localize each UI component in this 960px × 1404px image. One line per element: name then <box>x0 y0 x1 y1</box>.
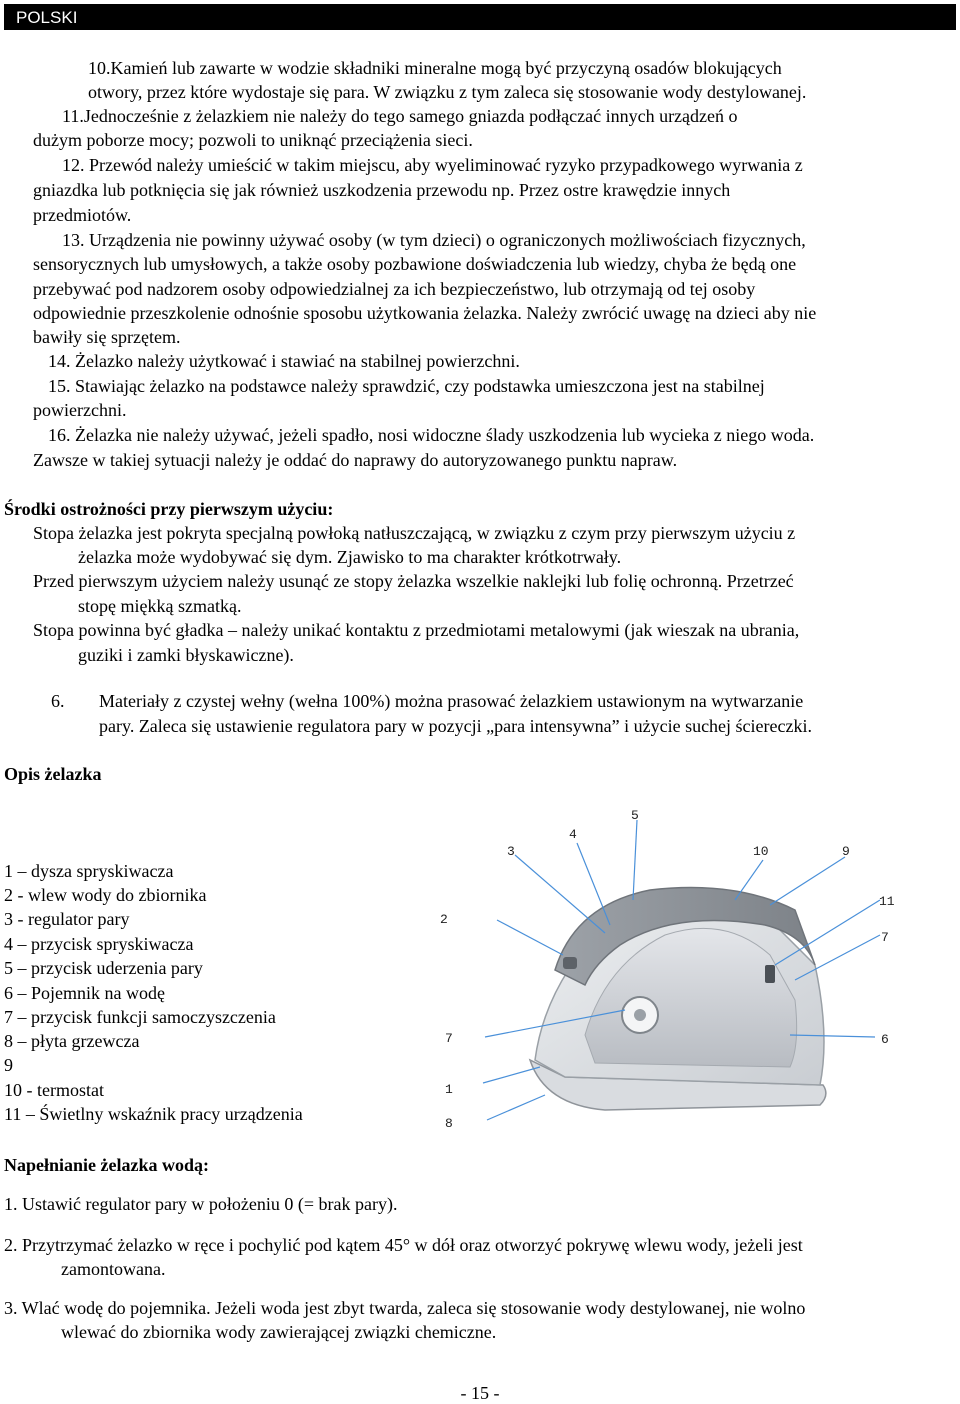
part-item: 4 – przycisk spryskiwacza <box>4 934 194 954</box>
diagram-label: 5 <box>631 808 639 823</box>
filling-step: 1. Ustawić regulator pary w położeniu 0 (= brak pary). <box>4 1194 398 1214</box>
filling-step-cont: zamontowana. <box>61 1259 166 1279</box>
safety-line: 10.Kamień lub zawarte w wodzie składniki mineralne mogą być przyczyną osadów blokujących <box>88 58 782 78</box>
diagram-label: 3 <box>507 844 515 859</box>
first-use-line: guziki i zamki błyskawiczne). <box>78 645 294 665</box>
safety-line: 12. Przewód należy umieścić w takim miejscu, aby wyeliminować ryzyko przypadkowego wyrwania z <box>62 155 803 175</box>
item6-number: 6. <box>51 691 65 711</box>
part-item: 11 – Świetlny wskaźnik pracy urządzenia <box>4 1104 303 1124</box>
safety-line: 15. Stawiając żelazko na podstawce należy sprawdzić, czy podstawka umieszczona jest na stabilnej <box>48 376 765 396</box>
filling-step-cont: wlewać do zbiornika wody zawierającej związki chemiczne. <box>61 1322 497 1342</box>
part-item: 2 - wlew wody do zbiornika <box>4 885 207 905</box>
safety-line: 13. Urządzenia nie powinny używać osoby (w tym dzieci) o ograniczonych możliwościach fizycznych, <box>62 230 806 250</box>
safety-line: przebywać pod nadzorem osoby odpowiedzialnej za ich bezpieczeństwo, lub otrzymają od tej osoby <box>33 279 756 299</box>
part-item: 1 – dysza spryskiwacza <box>4 861 174 881</box>
safety-line: odpowiednie przeszkolenie odnośnie sposobu użytkowania żelazka. Należy zwrócić uwagę na dzieci aby nie <box>33 303 817 323</box>
part-item: 8 – płyta grzewcza <box>4 1031 140 1051</box>
first-use-heading: Środki ostrożności przy pierwszym użyciu: <box>4 499 334 519</box>
spray-button-shape <box>563 957 577 969</box>
part-item: 3 - regulator pary <box>4 909 130 929</box>
safety-line: dużym poborze mocy; pozwoli to uniknąć przeciążenia sieci. <box>33 130 473 150</box>
diagram-label: 8 <box>445 1116 453 1131</box>
item6-line: Materiały z czystej wełny (wełna 100%) można prasować żelazkiem ustawionym na wytwarzanie <box>99 691 804 711</box>
safety-line: gniazdka lub potknięcia się jak również uszkodzenia przewodu np. Przez ostre krawędzie innych <box>33 180 731 200</box>
safety-line: 16. Żelazka nie należy używać, jeżeli spadło, nosi widoczne ślady uszkodzenia lub wycieka z niego woda. <box>48 425 815 445</box>
safety-line: otwory, przez które wydostaje się para. W związku z tym zaleca się stosowanie wody destylowanej. <box>88 82 807 102</box>
diagram-label: 7 <box>881 930 889 945</box>
diagram-label: 11 <box>879 894 895 909</box>
filling-step: 3. Wlać wodę do pojemnika. Jeżeli woda jest zbyt twarda, zaleca się stosowanie wody destylowanej, nie wolno <box>4 1298 806 1318</box>
part-item: 9 <box>4 1055 13 1075</box>
diagram-label: 10 <box>753 844 769 859</box>
first-use-line: Stopa powinna być gładka – należy unikać kontaktu z przedmiotami metalowymi (jak wieszak na ubrania, <box>33 620 800 640</box>
header-bar <box>4 4 956 30</box>
first-use-line: żelazka może wydobywać się dym. Zjawisko to ma charakter krótkotrwały. <box>78 547 622 567</box>
description-heading: Opis żelazka <box>4 764 102 784</box>
diagram-label: 4 <box>569 827 577 842</box>
safety-line: Zawsze w takiej sytuacji należy je oddać do naprawy do autoryzowanego punktu napraw. <box>33 450 678 470</box>
diagram-label: 9 <box>842 844 850 859</box>
diagram-label: 2 <box>440 912 448 927</box>
safety-line: sensorycznych lub umysłowych, a także osoby pozbawione doświadczenia lub wiedzy, chyba że będą one <box>33 254 797 274</box>
language-label: POLSKI <box>16 8 78 27</box>
first-use-line: Przed pierwszym użyciem należy usunąć ze stopy żelazka wszelkie naklejki lub folię ochronną. Przetrzeć <box>33 571 794 591</box>
safety-line: 11.Jednocześnie z żelazkiem nie należy do tego samego gniazda podłączać innych urządzeń o <box>62 106 738 126</box>
safety-line: 14. Żelazko należy użytkować i stawiać na stabilnej powierzchni. <box>48 351 520 371</box>
part-item: 5 – przycisk uderzenia pary <box>4 958 203 978</box>
first-use-line: stopę miękką szmatką. <box>78 596 242 616</box>
diagram-label: 1 <box>445 1082 453 1097</box>
indicator-shape <box>765 965 775 983</box>
page-number: - 15 - <box>460 1383 500 1403</box>
safety-line: przedmiotów. <box>33 205 132 225</box>
part-item: 7 – przycisk funkcji samoczyszczenia <box>4 1007 276 1027</box>
item6-line: pary. Zaleca się ustawienie regulatora pary w pozycji „para intensywna” i użycie suchej ściereczki. <box>99 716 812 736</box>
safety-line: powierzchni. <box>33 400 127 420</box>
diagram-label: 6 <box>881 1032 889 1047</box>
part-item: 6 – Pojemnik na wodę <box>4 983 165 1003</box>
iron-diagram <box>435 805 935 1135</box>
filling-step: 2. Przytrzymać żelazko w ręce i pochylić pod kątem 45° w dół oraz otworzyć pokrywę wlewu wody, jeżeli jest <box>4 1235 803 1255</box>
first-use-line: Stopa żelazka jest pokryta specjalną powłoką natłuszczającą, w związku z czym przy pierwszym użyciu z <box>33 523 796 543</box>
filling-heading: Napełnianie żelazka wodą: <box>4 1155 209 1175</box>
part-item: 10 - termostat <box>4 1080 104 1100</box>
safety-line: bawiły się sprzętem. <box>33 327 181 347</box>
diagram-label: 7 <box>445 1031 453 1046</box>
